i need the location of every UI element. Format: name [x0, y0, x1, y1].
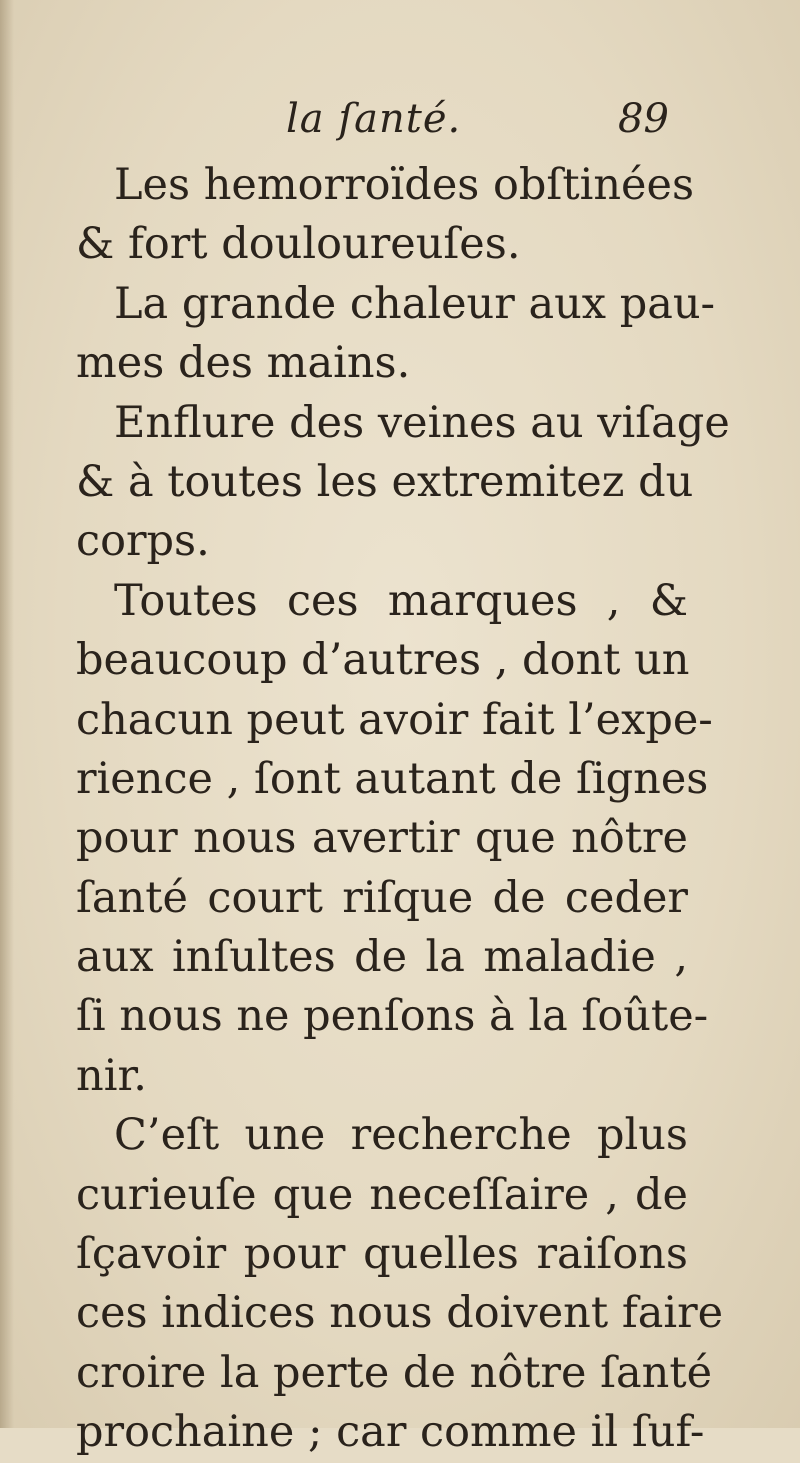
text-line: mes des mains. [76, 338, 411, 389]
text-line: ſçavoir pour quelles raiſons [76, 1229, 688, 1280]
text-line: ſi nous ne penſons à la ſoûte- [76, 991, 709, 1042]
text-line: croire la perte de nôtre ſanté [76, 1347, 713, 1398]
text-line: Toutes ces marques , & [114, 575, 688, 626]
text-line: rience , ſont autant de ſignes [76, 753, 709, 804]
text-line: beaucoup d’autres , dont un [76, 635, 690, 686]
text-line: Enflure des veines au viſage [114, 397, 730, 448]
running-head [0, 96, 800, 156]
running-title: la ſanté. [286, 96, 462, 142]
spine-shadow [0, 0, 14, 1428]
text-line: chacun peut avoir fait l’expe- [76, 694, 713, 745]
text-line: nir. [76, 1050, 147, 1101]
body-text [76, 156, 730, 1463]
text-line: La grande chaleur aux pau- [114, 278, 716, 329]
text-line: corps. [76, 516, 210, 567]
text-line: ſanté court riſque de ceder [76, 872, 688, 923]
page-number: 89 [618, 96, 669, 142]
text-line: pour nous avertir que nôtre [76, 813, 688, 864]
text-line: C’eſt une recherche plus [114, 1110, 688, 1161]
text-line: Les hemorroïdes obſtinées [114, 160, 695, 210]
text-line: prochaine ; car comme il ſuf- [76, 1407, 705, 1458]
text-line: & à toutes les extremitez du [76, 456, 694, 507]
text-line: & fort douloureuſes. [76, 219, 521, 270]
text-line: aux inſultes de la maladie , [76, 932, 688, 983]
text-line: ces indices nous doivent faire [76, 1288, 724, 1339]
text-line: curieuſe que neceſſaire , de [76, 1169, 688, 1220]
